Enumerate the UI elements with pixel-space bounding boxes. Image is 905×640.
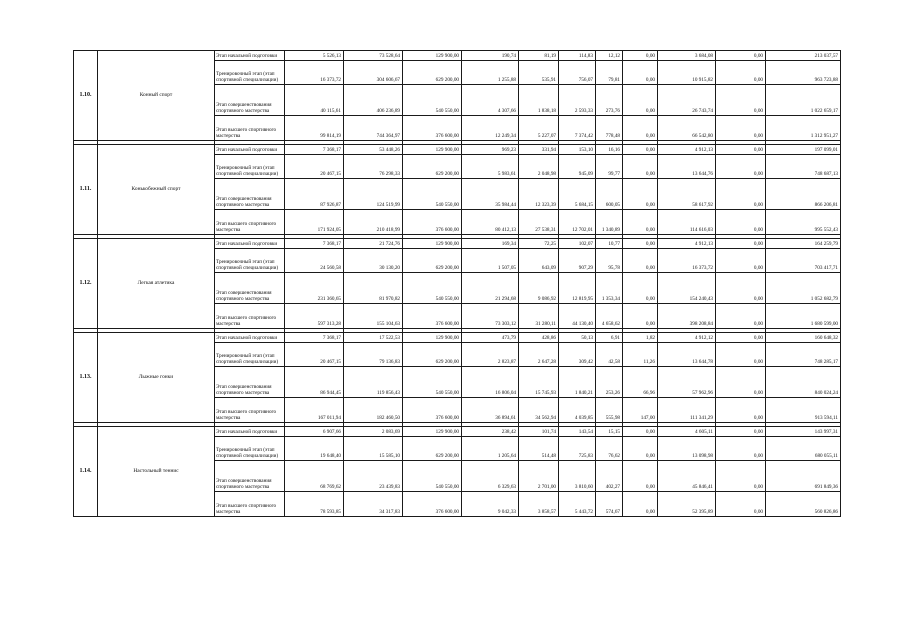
value-cell: 600,05 [596, 179, 623, 210]
value-cell: 153,10 [559, 145, 596, 155]
value-cell: 1 022 659,17 [766, 85, 841, 116]
value-cell: 0,00 [623, 116, 658, 141]
value-cell: 535,91 [519, 61, 559, 85]
value-cell: 5 526,13 [285, 51, 344, 61]
value-cell: 0,00 [716, 304, 766, 329]
stage-name: Этап начальной подготовки [215, 427, 285, 437]
value-cell: 129 900,00 [403, 51, 462, 61]
value-cell: 1 840,21 [559, 367, 596, 398]
value-cell: 0,00 [623, 304, 658, 329]
value-cell: 0,00 [623, 437, 658, 461]
value-cell: 16,16 [596, 145, 623, 155]
value-cell: 86 944,45 [285, 367, 344, 398]
value-cell: 629 200,00 [403, 249, 462, 273]
stage-name: Тренировочный этап (этап спортивной специализации) [215, 437, 285, 461]
stage-name: Тренировочный этап (этап спортивной специализации) [215, 343, 285, 367]
value-cell: 155 104,63 [344, 304, 403, 329]
stage-name: Этап высшего спортивного мастерства [215, 398, 285, 423]
value-cell: 0,00 [716, 210, 766, 235]
value-cell: 30 130,20 [344, 249, 403, 273]
value-cell: 12,12 [596, 51, 623, 61]
value-cell: 231 360,65 [285, 273, 344, 304]
value-cell: 514,48 [519, 437, 559, 461]
value-cell: 597 313,28 [285, 304, 344, 329]
value-cell: 0,00 [716, 239, 766, 249]
value-cell: 129 900,00 [403, 427, 462, 437]
value-cell: 58 617,92 [658, 179, 716, 210]
value-cell: 0,00 [716, 155, 766, 179]
value-cell: 4 912,13 [658, 145, 716, 155]
value-cell: 398 208,84 [658, 304, 716, 329]
value-cell: 26 743,74 [658, 85, 716, 116]
table-row [74, 51, 841, 61]
stage-name: Этап начальной подготовки [215, 51, 285, 61]
value-cell: 102,07 [559, 239, 596, 249]
stage-name: Тренировочный этап (этап спортивной специализации) [215, 249, 285, 273]
value-cell: 756,07 [559, 61, 596, 85]
value-cell: 0,00 [716, 461, 766, 492]
value-cell: 36 894,61 [462, 398, 519, 423]
value-cell: 376 600,00 [403, 492, 462, 517]
stage-name: Этап совершенствования спортивного мастерства [215, 179, 285, 210]
value-cell: 2 823,87 [462, 343, 519, 367]
value-cell: 213 037,57 [766, 51, 841, 61]
value-cell: 680 055,11 [766, 437, 841, 461]
value-cell: 540 550,00 [403, 273, 462, 304]
value-cell: 691 849,36 [766, 461, 841, 492]
value-cell: 87 926,87 [285, 179, 344, 210]
value-cell: 44 130,40 [559, 304, 596, 329]
row-code: 1.14. [74, 427, 98, 517]
value-cell: 6 329,63 [462, 461, 519, 492]
value-cell: 17 522,53 [344, 333, 403, 343]
value-cell: 0,00 [623, 155, 658, 179]
value-cell: 0,00 [623, 461, 658, 492]
value-cell: 20 467,15 [285, 155, 344, 179]
stage-name: Этап совершенствования спортивного мастерства [215, 273, 285, 304]
value-cell: 428,86 [519, 333, 559, 343]
cost-table [73, 50, 841, 517]
value-cell: 540 550,00 [403, 85, 462, 116]
sport-name: Конный спорт [98, 51, 215, 141]
value-cell: 7 368,17 [285, 239, 344, 249]
value-cell: 3 858,57 [519, 492, 559, 517]
value-cell: 76 298,33 [344, 155, 403, 179]
value-cell: 406 236,89 [344, 85, 403, 116]
value-cell: 238,42 [462, 427, 519, 437]
value-cell: 0,00 [716, 333, 766, 343]
value-cell: 11,26 [623, 343, 658, 367]
value-cell: 42,58 [596, 343, 623, 367]
value-cell: 101,74 [519, 427, 559, 437]
value-cell: 560 826,86 [766, 492, 841, 517]
value-cell: 1 353,34 [596, 273, 623, 304]
value-cell: 473,79 [462, 333, 519, 343]
value-cell: 945,09 [559, 155, 596, 179]
value-cell: 66,96 [623, 367, 658, 398]
row-code: 1.11. [74, 145, 98, 235]
value-cell: 0,00 [623, 273, 658, 304]
value-cell: 164 259,79 [766, 239, 841, 249]
value-cell: 725,83 [559, 437, 596, 461]
stage-name: Этап высшего спортивного мастерства [215, 210, 285, 235]
value-cell: 13 644,76 [658, 155, 716, 179]
value-cell: 995 552,43 [766, 210, 841, 235]
value-cell: 907,29 [559, 249, 596, 273]
value-cell: 197 099,01 [766, 145, 841, 155]
value-cell: 129 900,00 [403, 333, 462, 343]
value-cell: 99,77 [596, 155, 623, 179]
value-cell: 0,00 [623, 492, 658, 517]
value-cell: 24 560,58 [285, 249, 344, 273]
value-cell: 4 039,85 [559, 398, 596, 423]
value-cell: 78 593,85 [285, 492, 344, 517]
value-cell: 12 249,34 [462, 116, 519, 141]
table-row [74, 239, 841, 249]
stage-name: Этап высшего спортивного мастерства [215, 304, 285, 329]
value-cell: 52 395,89 [658, 492, 716, 517]
value-cell: 79,81 [596, 61, 623, 85]
value-cell: 0,00 [623, 210, 658, 235]
value-cell: 210 418,99 [344, 210, 403, 235]
value-cell: 9 042,33 [462, 492, 519, 517]
value-cell: 4 658,62 [596, 304, 623, 329]
value-cell: 12 819,95 [559, 273, 596, 304]
value-cell: 160 648,32 [766, 333, 841, 343]
value-cell: 15 745,93 [519, 367, 559, 398]
value-cell: 7 368,17 [285, 145, 344, 155]
value-cell: 171 924,05 [285, 210, 344, 235]
value-cell: 913 594,11 [766, 398, 841, 423]
value-cell: 53 448,26 [344, 145, 403, 155]
stage-name: Этап совершенствования спортивного мастерства [215, 367, 285, 398]
value-cell: 0,00 [716, 51, 766, 61]
value-cell: 748 285,17 [766, 343, 841, 367]
stage-name: Этап начальной подготовки [215, 333, 285, 343]
value-cell: 124 519,99 [344, 179, 403, 210]
value-cell: 114 616,03 [658, 210, 716, 235]
value-cell: 5 684,15 [559, 179, 596, 210]
value-cell: 16 806,04 [462, 367, 519, 398]
value-cell: 50,13 [559, 333, 596, 343]
value-cell: 1,82 [623, 333, 658, 343]
value-cell: 2 593,33 [559, 85, 596, 116]
document-page [73, 50, 840, 517]
value-cell: 81,19 [519, 51, 559, 61]
value-cell: 169,34 [462, 239, 519, 249]
value-cell: 0,00 [623, 427, 658, 437]
value-cell: 0,00 [716, 427, 766, 437]
value-cell: 4 912,13 [658, 239, 716, 249]
value-cell: 7 368,17 [285, 333, 344, 343]
value-cell: 331,94 [519, 145, 559, 155]
value-cell: 99 814,19 [285, 116, 344, 141]
value-cell: 0,00 [716, 61, 766, 85]
value-cell: 34 317,83 [344, 492, 403, 517]
value-cell: 0,00 [716, 343, 766, 367]
value-cell: 147,00 [623, 398, 658, 423]
value-cell: 0,00 [716, 85, 766, 116]
stage-name: Этап совершенствования спортивного мастерства [215, 85, 285, 116]
sport-name: Легкая атлетика [98, 239, 215, 329]
value-cell: 744 364,97 [344, 116, 403, 141]
value-cell: 376 600,00 [403, 304, 462, 329]
table-row [74, 145, 841, 155]
table-row [74, 427, 841, 437]
value-cell: 34 562,94 [519, 398, 559, 423]
value-cell: 81 970,82 [344, 273, 403, 304]
value-cell: 45 846,41 [658, 461, 716, 492]
value-cell: 10 915,82 [658, 61, 716, 85]
value-cell: 0,00 [623, 179, 658, 210]
value-cell: 182 460,50 [344, 398, 403, 423]
value-cell: 376 600,00 [403, 116, 462, 141]
value-cell: 114,83 [559, 51, 596, 61]
value-cell: 6,91 [596, 333, 623, 343]
sport-name: Конькобежный спорт [98, 145, 215, 235]
value-cell: 0,00 [716, 145, 766, 155]
value-cell: 376 600,00 [403, 210, 462, 235]
value-cell: 16 373,72 [658, 249, 716, 273]
stage-name: Этап высшего спортивного мастерства [215, 492, 285, 517]
value-cell: 0,00 [623, 51, 658, 61]
value-cell: 2 048,98 [519, 155, 559, 179]
value-cell: 10,77 [596, 239, 623, 249]
value-cell: 73 528,64 [344, 51, 403, 61]
value-cell: 840 024,24 [766, 367, 841, 398]
value-cell: 969,23 [462, 145, 519, 155]
value-cell: 21 724,76 [344, 239, 403, 249]
table-body [74, 51, 841, 517]
value-cell: 3 810,60 [559, 461, 596, 492]
value-cell: 111 341,29 [658, 398, 716, 423]
value-cell: 0,00 [623, 239, 658, 249]
value-cell: 9 086,92 [519, 273, 559, 304]
value-cell: 143 997,31 [766, 427, 841, 437]
value-cell: 629 200,00 [403, 437, 462, 461]
value-cell: 1 205,64 [462, 437, 519, 461]
sport-name: Настольный теннис [98, 427, 215, 517]
value-cell: 866 206,81 [766, 179, 841, 210]
value-cell: 13 644,78 [658, 343, 716, 367]
value-cell: 21 294,68 [462, 273, 519, 304]
value-cell: 1 255,88 [462, 61, 519, 85]
value-cell: 95,78 [596, 249, 623, 273]
value-cell: 2 083,69 [344, 427, 403, 437]
value-cell: 5 983,61 [462, 155, 519, 179]
value-cell: 963 723,88 [766, 61, 841, 85]
value-cell: 540 550,00 [403, 367, 462, 398]
value-cell: 57 962,96 [658, 367, 716, 398]
value-cell: 574,67 [596, 492, 623, 517]
value-cell: 72,25 [519, 239, 559, 249]
value-cell: 1 838,18 [519, 85, 559, 116]
value-cell: 143,54 [559, 427, 596, 437]
value-cell: 778,48 [596, 116, 623, 141]
value-cell: 12 702,01 [559, 210, 596, 235]
value-cell: 79 136,83 [344, 343, 403, 367]
sport-name: Лыжные гонки [98, 333, 215, 423]
row-code: 1.10. [74, 51, 98, 141]
value-cell: 309,42 [559, 343, 596, 367]
value-cell: 119 856,43 [344, 367, 403, 398]
value-cell: 190,74 [462, 51, 519, 61]
value-cell: 19 648,40 [285, 437, 344, 461]
value-cell: 0,00 [716, 398, 766, 423]
value-cell: 703 417,71 [766, 249, 841, 273]
value-cell: 6 907,66 [285, 427, 344, 437]
value-cell: 167 011,94 [285, 398, 344, 423]
stage-name: Тренировочный этап (этап спортивной специализации) [215, 155, 285, 179]
value-cell: 0,00 [716, 367, 766, 398]
value-cell: 76,62 [596, 437, 623, 461]
value-cell: 273,76 [596, 85, 623, 116]
value-cell: 629 200,00 [403, 343, 462, 367]
value-cell: 376 600,00 [403, 398, 462, 423]
value-cell: 73 303,12 [462, 304, 519, 329]
value-cell: 0,00 [623, 145, 658, 155]
stage-name: Этап начальной подготовки [215, 239, 285, 249]
value-cell: 0,00 [623, 85, 658, 116]
value-cell: 35 984,44 [462, 179, 519, 210]
value-cell: 129 900,00 [403, 145, 462, 155]
value-cell: 15 585,10 [344, 437, 403, 461]
value-cell: 0,00 [716, 179, 766, 210]
stage-name: Этап начальной подготовки [215, 145, 285, 155]
value-cell: 66 542,80 [658, 116, 716, 141]
value-cell: 0,00 [716, 437, 766, 461]
value-cell: 31 280,11 [519, 304, 559, 329]
table-row [74, 333, 841, 343]
value-cell: 7 374,42 [559, 116, 596, 141]
value-cell: 4 912,12 [658, 333, 716, 343]
value-cell: 304 606,67 [344, 61, 403, 85]
value-cell: 1 680 599,00 [766, 304, 841, 329]
stage-name: Этап совершенствования спортивного мастерства [215, 461, 285, 492]
value-cell: 643,09 [519, 249, 559, 273]
value-cell: 5 227,07 [519, 116, 559, 141]
value-cell: 629 200,00 [403, 61, 462, 85]
value-cell: 0,00 [716, 116, 766, 141]
value-cell: 154 240,43 [658, 273, 716, 304]
stage-name: Этап высшего спортивного мастерства [215, 116, 285, 141]
value-cell: 0,00 [716, 492, 766, 517]
value-cell: 1 507,05 [462, 249, 519, 273]
value-cell: 15,15 [596, 427, 623, 437]
value-cell: 4 307,66 [462, 85, 519, 116]
value-cell: 20 467,15 [285, 343, 344, 367]
value-cell: 4 605,11 [658, 427, 716, 437]
row-code: 1.12. [74, 239, 98, 329]
value-cell: 1 052 682,79 [766, 273, 841, 304]
value-cell: 80 412,13 [462, 210, 519, 235]
value-cell: 0,00 [716, 273, 766, 304]
value-cell: 40 115,61 [285, 85, 344, 116]
value-cell: 23 439,83 [344, 461, 403, 492]
value-cell: 1 312 951,27 [766, 116, 841, 141]
value-cell: 1 340,89 [596, 210, 623, 235]
row-code: 1.13. [74, 333, 98, 423]
value-cell: 0,00 [623, 61, 658, 85]
value-cell: 5 443,72 [559, 492, 596, 517]
value-cell: 3 684,08 [658, 51, 716, 61]
value-cell: 68 769,62 [285, 461, 344, 492]
value-cell: 13 098,98 [658, 437, 716, 461]
value-cell: 2 647,28 [519, 343, 559, 367]
value-cell: 540 550,00 [403, 179, 462, 210]
value-cell: 629 200,00 [403, 155, 462, 179]
value-cell: 2 701,00 [519, 461, 559, 492]
value-cell: 0,00 [623, 249, 658, 273]
value-cell: 129 900,00 [403, 239, 462, 249]
value-cell: 748 687,13 [766, 155, 841, 179]
stage-name: Тренировочный этап (этап спортивной специализации) [215, 61, 285, 85]
value-cell: 540 550,00 [403, 461, 462, 492]
value-cell: 27 538,31 [519, 210, 559, 235]
value-cell: 555,98 [596, 398, 623, 423]
value-cell: 253,26 [596, 367, 623, 398]
value-cell: 402,27 [596, 461, 623, 492]
value-cell: 16 373,72 [285, 61, 344, 85]
value-cell: 0,00 [716, 249, 766, 273]
value-cell: 12 323,39 [519, 179, 559, 210]
